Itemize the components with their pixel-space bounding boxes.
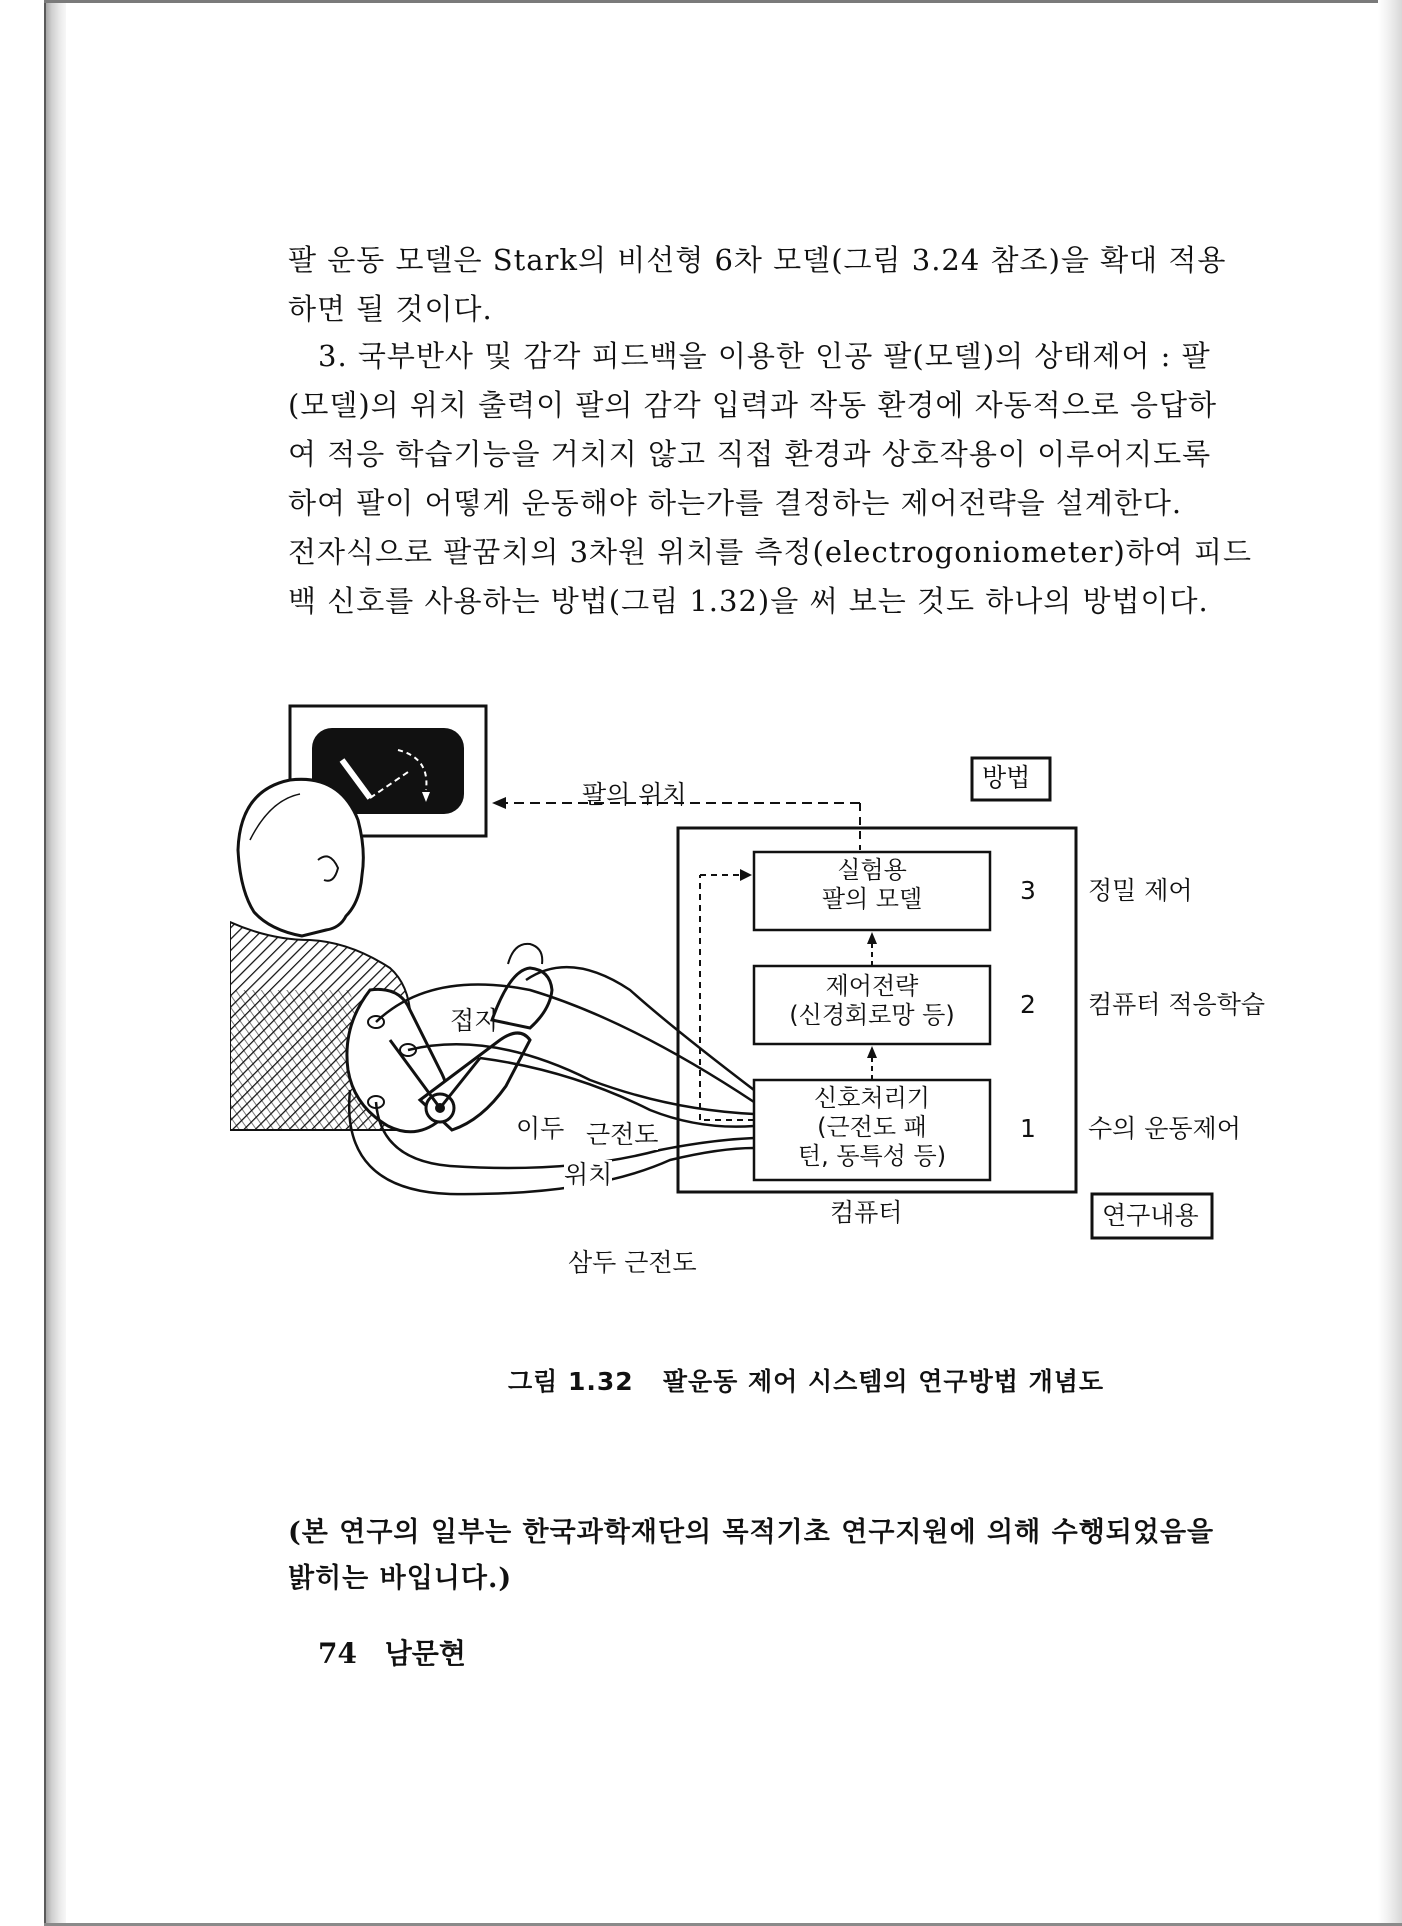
method-label: 방법 <box>982 763 1031 792</box>
box3-line1: 실험용 <box>837 856 907 884</box>
computer-label: 컴퓨터 <box>830 1198 903 1227</box>
box1-content: 수의 운동제어 <box>1088 1114 1241 1143</box>
figure-caption <box>508 1362 1104 1398</box>
acknowledgement <box>288 1510 1248 1602</box>
box3-content: 정밀 제어 <box>1088 876 1193 905</box>
paragraph-line: 여 적응 학습기능을 거치지 않고 직접 환경과 상호작용이 이루어지도록 <box>288 437 1212 471</box>
page-top-edge <box>44 0 1402 3</box>
box3-text <box>754 856 990 914</box>
page-footer <box>318 1632 466 1672</box>
position-label: 위치 <box>564 1160 613 1189</box>
box3-line2: 팔의 모델 <box>821 885 923 913</box>
paragraph-line: 하면 될 것이다. <box>288 292 493 326</box>
box1-line1: 신호처리기 <box>814 1084 930 1112</box>
figure-1-32 <box>230 690 1290 1290</box>
box2-number: 2 <box>1020 990 1036 1019</box>
ack-line: (본 연구의 일부는 한국과학재단의 목적기초 연구지원에 의해 수행되었음을 <box>288 1517 1215 1548</box>
box1-number: 1 <box>1020 1114 1036 1143</box>
paragraph-line: 3. 국부반사 및 감각 피드백을 이용한 인공 팔(모델)의 상태제어 : 팔 <box>318 339 1211 373</box>
caption-number: 그림 1.32 <box>508 1367 634 1396</box>
box1-line3: 턴, 동특성 등) <box>797 1142 947 1170</box>
biceps-label-1: 이두 <box>516 1114 565 1143</box>
box2-line1: 제어전략 <box>825 972 919 1000</box>
arm-position-label: 팔의 위치 <box>582 780 687 809</box>
box2-text <box>754 972 990 1030</box>
research-content-label: 연구내용 <box>1102 1201 1199 1230</box>
paragraph-1 <box>288 236 1228 334</box>
spine-edge <box>44 0 46 1926</box>
author-name: 남문현 <box>384 1637 466 1670</box>
grip-label: 접지 <box>450 1006 499 1035</box>
paragraph-line: 팔 운동 모델은 Stark의 비선형 6차 모델(그림 3.24 참조)을 확대 적용 <box>288 243 1227 277</box>
paragraph-2 <box>288 332 1253 626</box>
paragraph-line: 전자식으로 팔꿈치의 3차원 위치를 측정(electrogoniometer)하여 피드 <box>288 535 1253 569</box>
caption-title: 팔운동 제어 시스템의 연구방법 개념도 <box>662 1367 1105 1396</box>
paragraph-line: (모델)의 위치 출력이 팔의 감각 입력과 작동 환경에 자동적으로 응답하 <box>288 388 1217 422</box>
box2-line2: (신경회로망 등) <box>789 1001 955 1029</box>
paragraph-line: 백 신호를 사용하는 방법(그림 1.32)을 써 보는 것도 하나의 방법이다. <box>288 584 1209 618</box>
biceps-label-2: 근전도 <box>586 1120 659 1149</box>
page-right-shade <box>1378 0 1402 1926</box>
paragraph-line: 하여 팔이 어떻게 운동해야 하는가를 결정하는 제어전략을 설계한다. <box>288 486 1183 520</box>
box2-content: 컴퓨터 적응학습 <box>1088 990 1265 1019</box>
box1-text <box>754 1084 990 1171</box>
box3-number: 3 <box>1020 876 1036 905</box>
box1-line2: (근전도 패 <box>817 1113 927 1141</box>
ack-line: 밝히는 바입니다.) <box>288 1563 513 1594</box>
book-spine <box>44 0 66 1926</box>
page-number: 74 <box>318 1637 357 1670</box>
subject-person-illustration <box>230 779 754 1194</box>
triceps-emg-label: 삼두 근전도 <box>568 1248 697 1277</box>
